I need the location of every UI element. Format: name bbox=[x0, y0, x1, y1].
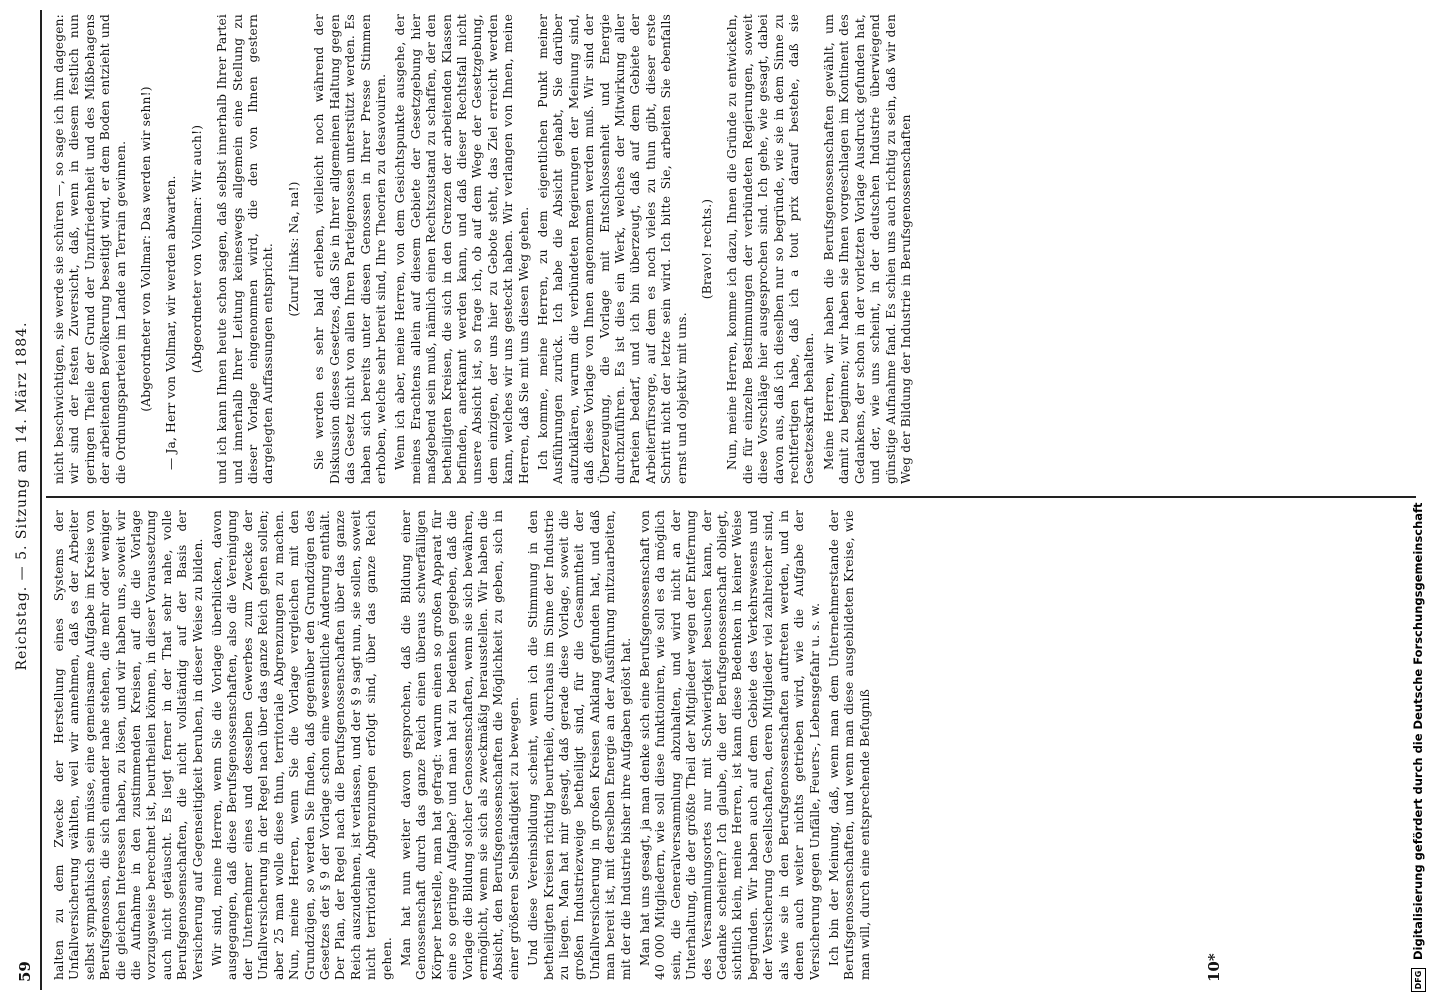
digitization-footer bbox=[1408, 12, 1428, 992]
interjection: (Zuruf links: Na, na!) bbox=[286, 181, 301, 317]
left-paragraph: Ich bin der Meinung, daß, wenn man dem Unternehmerstande der Berufsgenossenschaften, und wenn man diese ausgebildeten Kreise, wie man will, durch eine entsprechende Befugniß bbox=[826, 510, 872, 980]
column-divider bbox=[46, 496, 1416, 498]
right-paragraph: Nun, meine Herren, komme ich dazu, Ihnen die Gründe zu entwickeln, die für einzelne Bestimmungen der verbündeten Regierungen, soweit diese Vorschläge hier ausgesprochen sind. Ich gehe, wie gesagt, dabei davon aus, daß ich dieselben nur so begründe, wie sie in dem Sinne zu rechtfertigen habe, daß ich a tout prix darauf bestehe, daß sie Gesetzeskraft behalten. bbox=[725, 14, 817, 484]
left-column bbox=[52, 510, 1412, 980]
right-paragraph: Wenn ich aber, meine Herren, von dem Gesichtspunkte ausgehe, der meines Erachtens allein auf diesem Gebiete der Gesetzgebung hier maßgebend sein muß, nämlich einen Rechtszustand zu schaffen, der den betheiligten Kreisen, die sich in den Grenzen der arbeitenden Klassen befinden, anerkannt werden kann, und daß dieser Rechtsfall nicht unsere Absicht ist, so frage ich, ob auf dem Wege der Gesetzgebung, dem einzigen, der uns hier zu Gebote steht, das Ziel erreicht werden kann, welches wir uns gesteckt haben. Wir verlangen von Ihnen, meine Herren, daß Sie mit uns diesen Weg gehen. bbox=[393, 14, 531, 484]
interjection: (Abgeordneter von Vollmar: Wir auch!) bbox=[189, 124, 204, 374]
running-title: Reichstag. — 5. Sitzung am 14. März 1884. bbox=[14, 321, 30, 671]
right-paragraph: und ich kann Ihnen heute schon sagen, daß selbst innerhalb Ihrer Partei und innerhalb Ihrer Leitung keineswegs allgemein eine Stellung zu dieser Vorlage eingenommen wird, die den von Ihnen gestern dargelegten Auffassungen entspricht. bbox=[215, 14, 276, 484]
right-paragraph: Sie werden es sehr bald erleben, vielleicht noch während der Diskussion dieses Gesetzes, daß Sie in Ihrer allgemeinen Haltung gegen das Gesetz nicht von allen Ihren Parteigenossen unterstützt werden. Es haben sich bereits unter diesen Genossen in Ihrer Presse Stimmen erhoben, welche sehr bereit sind, Ihre Theorien zu desavouiren. bbox=[312, 14, 388, 484]
left-paragraph: Wir sind, meine Herren, wenn Sie die Vorlage überblicken, davon ausgegangen, daß diese Berufsgenossenschaften, also die Vereinigung der Unternehmer eines und desselben Gewerbes zum Zwecke der Unfallversicherung in der Regel nach über das ganze Reich gehen sollen; aber 25 man wolle diese thun, territoriale Abgrenzungen zu machen. Nun, meine Herren, wenn Sie die Vorlage vergleichen mit den Grundzügen, so werden Sie finden, daß gegenüber den Grundzügen des Gesetzes der § 9 der Vorlage schon eine wesentliche Änderung enthält. Der Plan, der Regel nach die Berufsgenossenschaften über das ganze Reich auszudehnen, ist verlassen, und der § 9 sagt nun, sie sollen, soweit nicht territoriale Abgrenzungen erfolgt sind, über das ganze Reich gehen. bbox=[210, 510, 394, 980]
page-number: 59 bbox=[16, 961, 34, 982]
signature-mark: 10* bbox=[1205, 953, 1223, 982]
header-rule bbox=[40, 10, 42, 990]
right-paragraph: Meine Herren, wir haben die Berufsgenossenschaften gewählt, um damit zu beginnen; wir haben sie Ihnen vorgeschlagen im Kontinent des Gedankens, der schon in der vorletzten Vorlage Ausdruck gefunden hat, und der, wie uns scheint, in der deutschen Industrie überwiegend günstige Aufnahme fand. Es schien uns auch richtig zu sein, daß wir den Weg der Bildung der Industrie in Berufsgenossenschaften bbox=[821, 14, 913, 484]
right-column bbox=[52, 14, 1412, 484]
left-paragraph: Man hat uns gesagt, ja man denke sich eine Berufsgenossenschaft von 40 000 Mitgliedern, wie soll diese funktioniren, wie soll es da möglich sein, die Generalversammlung abzuhalten, und wird nicht an der Unterhaltung, die der größte Theil der Mitglieder wegen der Entfernung des Versammlungsortes nur mit Schwierigkeit besuchen kann, der Gedanke scheitern? Ich glaube, die der Berufsgenossenschaft obliegt, sichtlich klein, meine Herren, ist kann diese Bedenken in keiner Weise begründen. Wir haben auch auf dem Gebiete des Verkehrswesens und der Versicherung Gesellschaften, deren Mitglieder viel zahlreicher sind, als wie sie in den Berufsgenossenschaften auftreten werden, und in denen auch weiter nichts getrieben wird, wie die Aufgabe der Versicherung gegen Unfälle, Feuers-, Lebensgefahr u. s. w. bbox=[638, 510, 822, 980]
footer-text: Digitalisierung gefördert durch die Deutsche Forschungsgemeinschaft bbox=[1411, 502, 1425, 960]
right-paragraph: — Ja, Herr von Vollmar, wir werden abwarten. bbox=[164, 175, 179, 470]
interjection: (Bravo! rechts.) bbox=[700, 198, 715, 300]
interjection: (Abgeordneter von Vollmar: Das werden wir sehn!) bbox=[139, 86, 154, 412]
right-paragraph: nicht beschwichtigen, sie werde sie schüren —, so sage ich ihm dagegen: wir sind der festen Zuversicht, daß, wenn in diesem festlich nun geringen Theile der Grund der Unzufriedenheit und des Mißbehagens der arbeitenden Bevölkerung beseitigt wird, er dem Boden entzieht und die Ordnungsparteien im Lande an Terrain gewinnen. bbox=[52, 14, 128, 484]
page-header bbox=[14, 10, 38, 982]
left-paragraph: Und diese Vereinsbildung scheint, wenn ich die Stimmung in den betheiligten Kreisen richtig beurtheile, durchaus im Sinne der Industrie zu liegen. Man hat mir gesagt, daß gerade diese Vorlage, soweit die großen Industriezweige betheiligt sind, für die Gesammtheit der Unfallversicherung in großen Kreisen Anklang gefunden hat, und daß man bereit ist, mit derselben Energie an der Ausführung mitzuarbeiten, mit der die Industrie bisher ihre Aufgaben gelöst hat. bbox=[526, 510, 633, 980]
right-paragraph: Ich komme, meine Herren, zu dem eigentlichen Punkt meiner Ausführungen zurück. Ich habe die Absicht gehabt, Sie darüber aufzuklären, warum die verbündeten Regierungen der Meinung sind, daß diese Vorlage von Ihnen angenommen werden muß. Wir sind der Überzeugung, die Vorlage mit Entschlossenheit und Energie durchzuführen. Es ist dies ein Werk, welches der Mitwirkung aller Parteien bedarf, und ich bin überzeugt, daß auf dem Gebiete der Arbeiterfürsorge, auf dem es noch vieles zu thun gibt, dieser erste Schritt nicht der letzte sein wird. Ich bitte Sie, arbeiten Sie ebenfalls ernst und objektiv mit uns. bbox=[535, 14, 689, 484]
left-paragraph: Man hat nun weiter davon gesprochen, daß die Bildung einer Genossenschaft durch das ganze Reich einen überaus schwerfälligen Körper herstelle, man hat gefragt: warum einen so großen Apparat für eine so geringe Aufgabe? und man hat zu bedenken gegeben, daß die Vorlage die Bildung solcher Genossenschaften, wenn sie sich bewähren, ermöglicht, wenn sie sich als zweckmäßig herausstellen. Wir haben die Absicht, den Berufsgenossenschaften die Möglichkeit zu geben, sich in einer größeren Selbständigkeit zu bewegen. bbox=[398, 510, 521, 980]
dfg-logo-icon: DFG bbox=[1411, 968, 1426, 992]
left-paragraph: halten zu dem Zwecke der Herstellung eines Systems der Unfallversicherung wählten, weil wir annehmen, daß es der Arbeiter selbst sympathisch sein müsse, eine gemeinsame Aufgabe im Kreise von Berufsgenossen, die sich einander nahe stehen, die mehr oder weniger die gleichen Interessen haben, zu lösen, und wir haben uns, soweit wir die Aufnahme in den zustimmenden Kreisen, auf die die Vorlage vorzugsweise berechnet ist, beurtheilen können, in dieser Voraussetzung auch nicht getäuscht. Es liegt ferner in der That sehr nahe, volle Berufsgenossenschaften, die nicht vollständig auf der Basis der Versicherung auf Gegenseitigkeit beruhen, in dieser Weise zu bilden. bbox=[52, 510, 205, 980]
